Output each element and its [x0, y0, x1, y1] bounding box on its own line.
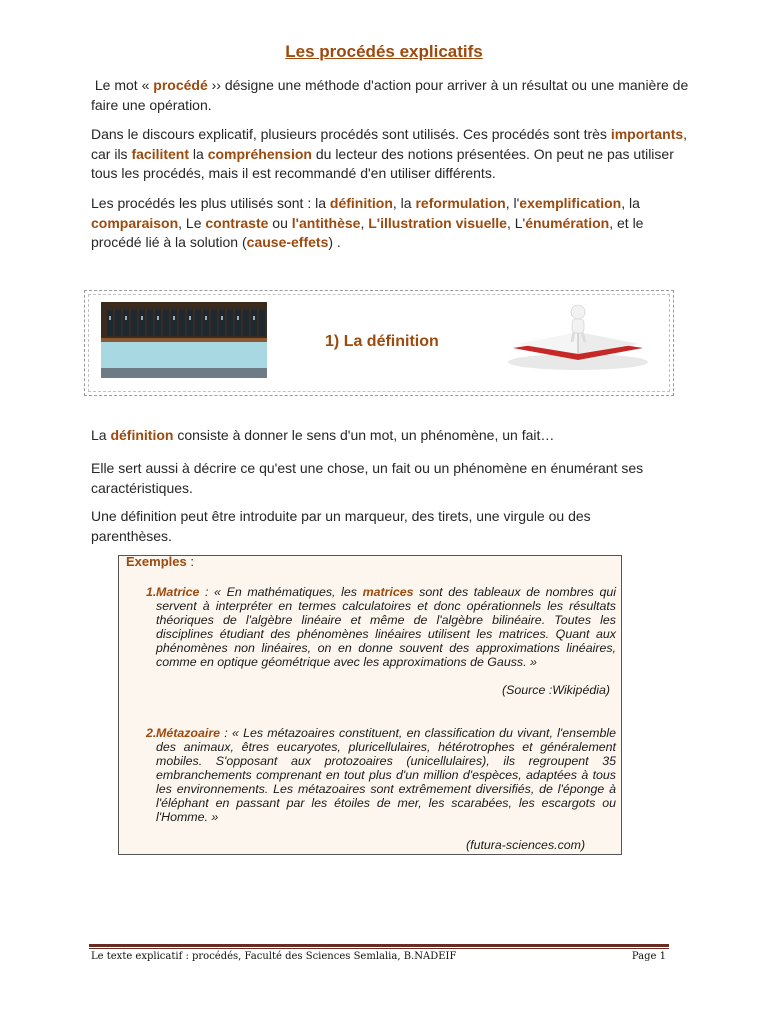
discourse-paragraph: Dans le discours explicatif, plusieurs procédés sont utilisés. Ces procédés sont très importants, car ils facilitent la compréhension du lecteur des notions présentées. On peut ne pas utiliser tous les procédés, mais il est recommandé d'en utiliser différents. [91, 126, 688, 181]
example-metazoaire: Métazoaire : « Les métazoaires constituent, en classification du vivant, l'ensemble des animaux, êtres eucaryotes, pluricellulaires, hétérotrophes et généralement mobiles. S'opposant aux protozoaires (unicellulaires), ils regroupent 35 embranchements comprenant en tout plus d'un million d'espèces, adaptées à tous les environnements. Les métazoaires sont extrêmement diversifiés, de l'éponge à l'éléphant en passant par les étoiles de mer, les scarabées, les escargots ou l'Homme. » [156, 726, 616, 824]
page-title: Les procédés explicatifs [285, 42, 483, 61]
example-number: 2. [146, 726, 157, 740]
intro-paragraph: Le mot « procédé ›› désigne une méthode d'action pour arriver à un résultat ou une manière de faire une opération. [91, 77, 689, 113]
page-number: Page 1 [631, 951, 666, 962]
book-figure-image [503, 302, 653, 372]
example-number: 1. [146, 585, 157, 599]
footer-rule-thin [89, 948, 669, 949]
introduction-paragraph: Une définition peut être introduite par un marqueur, des tirets, une virgule ou des parenthèses. [91, 508, 591, 544]
section-heading: 1) La définition [325, 333, 439, 350]
bookshelf-image [101, 302, 267, 378]
example-matrice: Matrice : « En mathématiques, les matrices sont des tableaux de nombres qui servent à interpréter en termes calculatoires et donc opérationnels les résultats théoriques de l'algèbre linéaire et même de l'algèbre bilinéaire. Toutes les disciplines étudiant des phénomènes linéaires utilisent les matrices. Quant aux phénomènes non linéaires, on en donne souvent des approximations linéaires, comme en optique géométrique avec les approximations de Gauss. » [156, 585, 616, 669]
footer-text: Le texte explicatif : procédés, Faculté des Sciences Semlalia, B.NADEIF [91, 951, 457, 962]
examples-heading: Exemples : [126, 554, 194, 569]
description-paragraph: Elle sert aussi à décrire ce qu'est une chose, un fait ou un phénomène en énumérant ses caractéristiques. [91, 460, 644, 496]
example-source: (Source :Wikipédia) [502, 683, 611, 697]
example-source: (futura-sciences.com) [466, 838, 586, 852]
procedures-paragraph: Les procédés les plus utilisés sont : la définition, la reformulation, l'exemplification, la comparaison, Le contraste ou l'antithèse, L'illustration visuelle, L'énumération, et le procédé lié à la solution (cause-effets) . [91, 195, 644, 250]
footer-rule [89, 944, 669, 947]
definition-paragraph: La définition consiste à donner le sens d'un mot, un phénomène, un fait… [91, 427, 555, 443]
